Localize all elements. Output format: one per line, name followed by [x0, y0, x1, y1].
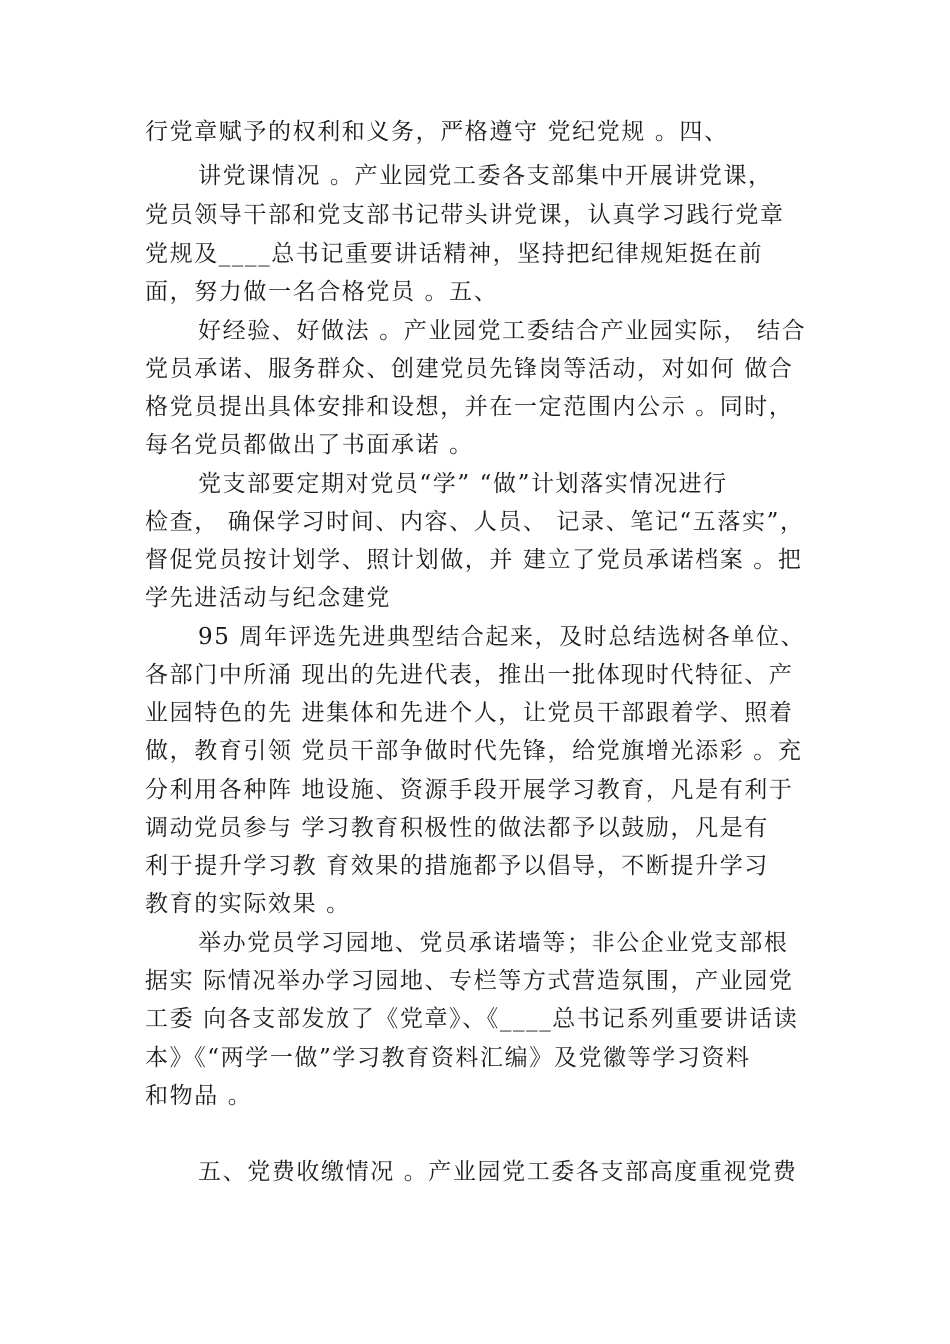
- text-line: 党规及____总书记重要讲话精神，坚持把纪律规矩挺在前: [145, 241, 764, 267]
- text-line: 格党员提出具体安排和设想，并在一定范围内公示 。同时，: [145, 394, 794, 420]
- text-line: 各部门中所涌 现出的先进代表，推出一批体现时代特征、产: [145, 662, 794, 688]
- text-line: 工委 向各支部发放了《党章》、《____总书记系列重要讲话读: [145, 1006, 799, 1032]
- text-line: 学先进活动与纪念建党: [145, 585, 391, 611]
- text-line: 教育的实际效果 。: [145, 891, 351, 917]
- text-line: 党支部要定期对党员“学” “做”计划落实情况进行: [198, 471, 728, 497]
- text-line: 举办党员学习园地、党员承诺墙等；非公企业党支部根: [198, 930, 789, 956]
- text-line: 每名党员都做出了书面承诺 。: [145, 432, 474, 458]
- text-line: 据实 际情况举办学习园地、专栏等方式营造氛围，产业园党: [145, 968, 794, 994]
- text-line: 调动党员参与 学习教育积极性的做法都予以鼓励，凡是有: [145, 815, 769, 841]
- text-line: 95 周年评选先进典型结合起来，及时总结选树各单位、: [198, 624, 806, 650]
- text-line: 检查， 确保学习时间、内容、人员、 记录、笔记“五落实”，: [145, 509, 805, 535]
- text-line: 面，努力做一名合格党员 。五、: [145, 279, 499, 305]
- text-line: 讲党课情况 。产业园党工委各支部集中开展讲党课，: [198, 163, 773, 189]
- text-line: 党员承诺、服务群众、创建党员先锋岗等活动，对如何 做合: [145, 356, 794, 382]
- text-line: 五、党费收缴情况 。产业园党工委各支部高度重视党费: [198, 1159, 798, 1185]
- text-line: 业园特色的先 进集体和先进个人，让党员干部跟着学、照着: [145, 700, 794, 726]
- text-line: 本》《“两学一做”学习教育资料汇编》及党徽等学习资料: [145, 1045, 751, 1071]
- text-line: 党员领导干部和党支部书记带头讲党课，认真学习践行党章: [145, 202, 785, 228]
- text-line: 好经验、好做法 。产业园党工委结合产业园实际， 结合: [198, 318, 807, 344]
- text-line: 督促党员按计划学、照计划做，并 建立了党员承诺档案 。把: [145, 547, 803, 573]
- text-line: 做，教育引领 党员干部争做时代先锋，给党旗增光添彩 。充: [145, 738, 803, 764]
- text-line: 利于提升学习教 育效果的措施都予以倡导，不断提升学习: [145, 853, 769, 879]
- text-line: 和物品 。: [145, 1083, 253, 1109]
- text-line: 行党章赋予的权利和义务，严格遵守 党纪党规 。四、: [145, 119, 729, 145]
- text-line: 分利用各种阵 地设施、资源手段开展学习教育，凡是有利于: [145, 777, 794, 803]
